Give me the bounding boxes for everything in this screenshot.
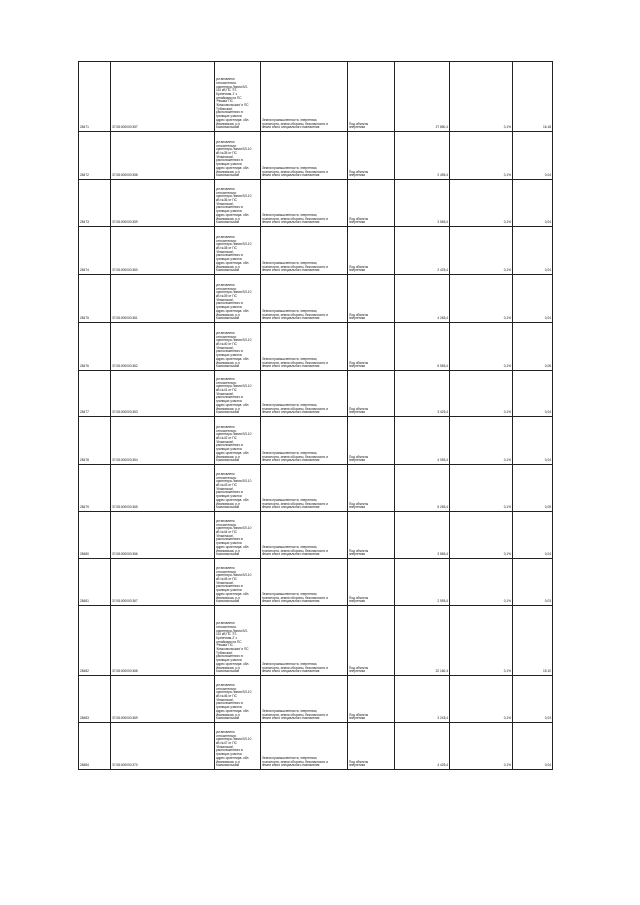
table-row <box>79 723 553 770</box>
rate-text: 0,1% <box>503 173 511 178</box>
cadastral-number-cell <box>111 559 215 606</box>
land-register-table <box>78 61 553 770</box>
table-row <box>79 227 553 275</box>
rate-text: 0,1% <box>503 364 511 369</box>
category-text: Под объекты энергетики <box>349 121 369 130</box>
land-category-cell <box>261 275 348 323</box>
use-text: Земли промышленности, энергетики, транспорта, земли обороны, безопасности и земли иного специального назначения <box>262 212 328 225</box>
id-text: 28474 <box>80 268 89 273</box>
tax-text: 16,18 <box>543 125 551 130</box>
cadastral-number-cell <box>111 371 215 417</box>
location-description-cell <box>215 465 261 512</box>
id-text: 28480 <box>80 552 89 557</box>
tax-rate-cell <box>450 227 513 275</box>
area-cell <box>395 62 450 132</box>
record-id-cell <box>79 323 111 371</box>
table-row <box>79 559 553 606</box>
use-text: Земли промышленности, энергетики, транспорта, земли обороны, безопасности и земли иного специального назначения <box>262 402 328 415</box>
tax-text: 0,03 <box>544 716 551 721</box>
land-category-cell <box>261 132 348 180</box>
tax-text: 0,04 <box>544 173 551 178</box>
use-text: Земли промышленности, энергетики, транспорта, земли обороны, безопасности и земли иного специального назначения <box>262 591 328 604</box>
record-id-cell <box>79 465 111 512</box>
description-text: установлено относительно ориентира Линия ВЛ-10 кВ №36 от ПС 'Ильинская', расположенного в границах участка адрес ориентира: обл. Ивановская, р-н Комсомольский <box>216 186 252 225</box>
cadastral-text: 37:08:000000:363 <box>112 410 138 415</box>
tax-amount-cell <box>513 371 553 417</box>
description-text: установлено относительно ориентира Линия ВЛ- 110 кВ ПС 'ЗТ- Кузнечная-1' с отпайками на ПС 'Решма' ПС 'Комсомольская' и ПС 'Губинская', расположенного в границах участка адрес ориентира: обл. Ивановская, р-н Комсомольский <box>216 77 250 130</box>
description-text: установлено относительно ориентира Линия ВЛ-10 кВ №41 от ПС 'Ильинская', расположенного в границах участка адрес ориентира: обл. Ивановская, р-н Комсомольский <box>216 376 252 415</box>
record-id-cell <box>79 62 111 132</box>
location-description-cell <box>215 323 261 371</box>
area-text: 22 160,4 <box>435 669 448 674</box>
tax-rate-cell <box>450 323 513 371</box>
cadastral-number-cell <box>111 180 215 227</box>
area-cell <box>395 180 450 227</box>
location-description-cell <box>215 371 261 417</box>
table-row <box>79 62 553 132</box>
use-text: Земли промышленности, энергетики, транспорта, земли обороны, безопасности и земли иного специального назначения <box>262 708 328 721</box>
description-text: установлено относительно ориентира Линия ВЛ-10 кВ №46 от ПС 'Ильинская', расположенного в границах участка адрес ориентира: обл. Ивановская, р-н Комсомольский <box>216 682 252 721</box>
area-text: 2 955,4 <box>437 599 448 604</box>
category-text: Под объекты энергетики <box>349 360 369 369</box>
tax-rate-cell <box>450 606 513 676</box>
area-cell <box>395 465 450 512</box>
tax-amount-cell <box>513 512 553 559</box>
permitted-use-cell <box>348 275 395 323</box>
category-text: Под объекты энергетики <box>349 712 369 721</box>
table-row <box>79 132 553 180</box>
permitted-use-cell <box>348 180 395 227</box>
permitted-use-cell <box>348 323 395 371</box>
location-description-cell <box>215 559 261 606</box>
area-cell <box>395 676 450 723</box>
permitted-use-cell <box>348 417 395 465</box>
cadastral-number-cell <box>111 132 215 180</box>
use-text: Земли промышленности, энергетики, транспорта, земли обороны, безопасности и земли иного специального назначения <box>262 260 328 273</box>
id-text: 28483 <box>80 716 89 721</box>
land-category-cell <box>261 676 348 723</box>
cadastral-text: 37:08:000000:364 <box>112 458 138 463</box>
permitted-use-cell <box>348 465 395 512</box>
area-cell <box>395 132 450 180</box>
permitted-use-cell <box>348 62 395 132</box>
tax-text: 0,04 <box>544 763 551 768</box>
land-category-cell <box>261 371 348 417</box>
land-category-cell <box>261 323 348 371</box>
rate-text: 0,1% <box>503 669 511 674</box>
category-text: Под объекты энергетики <box>349 665 369 674</box>
tax-text: 0,04 <box>544 458 551 463</box>
cadastral-number-cell <box>111 723 215 770</box>
rate-text: 0,1% <box>503 220 511 225</box>
cadastral-text: 37:08:000000:366 <box>112 552 138 557</box>
tax-rate-cell <box>450 417 513 465</box>
category-text: Под объекты энергетики <box>349 454 369 463</box>
cadastral-text: 37:08:000000:367 <box>112 599 138 604</box>
tax-rate-cell <box>450 62 513 132</box>
location-description-cell <box>215 180 261 227</box>
cadastral-text: 37:08:000000:362 <box>112 364 138 369</box>
use-text: Земли промышленности, энергетики, транспорта, земли обороны, безопасности и земли иного специального назначения <box>262 308 328 321</box>
land-category-cell <box>261 62 348 132</box>
area-text: 4 055,4 <box>437 458 448 463</box>
location-description-cell <box>215 62 261 132</box>
description-text: установлено относительно ориентира Линия ВЛ- 110 кВ ПС 'ЗТ- Кузнечная-2' с отпайками на ПС 'Решма' ПС 'Комсомольская' и ПС 'Губинская', расположенного в границах участка адрес ориентира: обл. Ивановская, р-н Комсомольский <box>216 621 250 674</box>
category-text: Под объекты энергетики <box>349 169 369 178</box>
area-text: 2 455,4 <box>437 173 448 178</box>
location-description-cell <box>215 227 261 275</box>
id-text: 28476 <box>80 364 89 369</box>
id-text: 28478 <box>80 458 89 463</box>
permitted-use-cell <box>348 371 395 417</box>
use-text: Земли промышленности, энергетики, транспорта, земли обороны, безопасности и земли иного специального назначения <box>262 755 328 768</box>
land-category-cell <box>261 723 348 770</box>
area-cell <box>395 723 450 770</box>
location-description-cell <box>215 676 261 723</box>
tax-text: 0,03 <box>544 599 551 604</box>
tax-rate-cell <box>450 559 513 606</box>
tax-amount-cell <box>513 723 553 770</box>
id-text: 28471 <box>80 125 89 130</box>
tax-text: 0,04 <box>544 316 551 321</box>
permitted-use-cell <box>348 132 395 180</box>
land-category-cell <box>261 559 348 606</box>
location-description-cell <box>215 417 261 465</box>
description-text: установлено относительно ориентира Линия ВЛ-10 кВ №44 от ПС 'Ильинская', расположенного в границах участка адрес ориентира: обл. Ивановская, р-н Комсомольский <box>216 518 252 557</box>
tax-rate-cell <box>450 676 513 723</box>
record-id-cell <box>79 227 111 275</box>
category-text: Под объекты энергетики <box>349 406 369 415</box>
tax-amount-cell <box>513 465 553 512</box>
rate-text: 0,1% <box>503 505 511 510</box>
tax-amount-cell <box>513 227 553 275</box>
use-text: Земли промышленности, энергетики, транспорта, земли обороны, безопасности и земли иного специального назначения <box>262 356 328 369</box>
record-id-cell <box>79 180 111 227</box>
tax-text: 0,04 <box>544 552 551 557</box>
use-text: Земли промышленности, энергетики, транспорта, земли обороны, безопасности и земли иного специального назначения <box>262 450 328 463</box>
use-text: Земли промышленности, энергетики, транспорта, земли обороны, безопасности и земли иного специального назначения <box>262 117 328 130</box>
id-text: 28472 <box>80 173 89 178</box>
cadastral-text: 37:08:000000:357 <box>112 125 138 130</box>
description-text: установлено относительно ориентира Линия ВЛ-10 кВ №43 от ПС 'Ильинская', расположенного в границах участка адрес ориентира: обл. Ивановская, р-н Комсомольский <box>216 471 252 510</box>
rate-text: 0,1% <box>503 763 511 768</box>
cadastral-number-cell <box>111 465 215 512</box>
land-category-cell <box>261 227 348 275</box>
record-id-cell <box>79 512 111 559</box>
tax-amount-cell <box>513 559 553 606</box>
permitted-use-cell <box>348 512 395 559</box>
tax-text: 15,10 <box>543 669 551 674</box>
category-text: Под объекты энергетики <box>349 759 369 768</box>
cadastral-text: 37:08:000000:358 <box>112 173 138 178</box>
area-cell <box>395 559 450 606</box>
cadastral-number-cell <box>111 512 215 559</box>
rate-text: 0,1% <box>503 458 511 463</box>
permitted-use-cell <box>348 559 395 606</box>
tax-amount-cell <box>513 62 553 132</box>
tax-rate-cell <box>450 465 513 512</box>
location-description-cell <box>215 132 261 180</box>
permitted-use-cell <box>348 227 395 275</box>
area-text: 2 425,4 <box>437 268 448 273</box>
cadastral-number-cell <box>111 417 215 465</box>
tax-text: 0,05 <box>544 505 551 510</box>
category-text: Под объекты энергетики <box>349 595 369 604</box>
tax-amount-cell <box>513 275 553 323</box>
tax-amount-cell <box>513 417 553 465</box>
cadastral-text: 37:08:000000:370 <box>112 763 138 768</box>
area-text: 3 865,4 <box>437 552 448 557</box>
area-cell <box>395 371 450 417</box>
area-cell <box>395 275 450 323</box>
record-id-cell <box>79 371 111 417</box>
area-cell <box>395 323 450 371</box>
tax-amount-cell <box>513 676 553 723</box>
category-text: Под объекты энергетики <box>349 312 369 321</box>
record-id-cell <box>79 723 111 770</box>
cadastral-number-cell <box>111 227 215 275</box>
location-description-cell <box>215 723 261 770</box>
cadastral-text: 37:08:000000:369 <box>112 716 138 721</box>
description-text: установлено относительно ориентира Линия ВЛ-10 кВ №45 от ПС 'Ильинская', расположенного в границах участка адрес ориентира: обл. Ивановская, р-н Комсомольский <box>216 565 252 604</box>
cadastral-text: 37:08:000000:361 <box>112 316 138 321</box>
id-text: 28473 <box>80 220 89 225</box>
tax-rate-cell <box>450 371 513 417</box>
tax-text: 0,04 <box>544 268 551 273</box>
rate-text: 0,1% <box>503 552 511 557</box>
use-text: Земли промышленности, энергетики, транспорта, земли обороны, безопасности и земли иного специального назначения <box>262 165 328 178</box>
table-row <box>79 371 553 417</box>
tax-text: 0,06 <box>544 364 551 369</box>
tax-text: 0,04 <box>544 410 551 415</box>
land-category-cell <box>261 417 348 465</box>
area-text: 4 425,4 <box>437 763 448 768</box>
id-text: 28477 <box>80 410 89 415</box>
record-id-cell <box>79 132 111 180</box>
rate-text: 0,1% <box>503 599 511 604</box>
cadastral-number-cell <box>111 676 215 723</box>
description-text: установлено относительно ориентира Линия ВЛ-10 кВ №39 от ПС 'Ильинская', расположенного в границах участка адрес ориентира: обл. Ивановская, р-н Комсомольский <box>216 282 252 321</box>
description-text: установлено относительно ориентира Линия ВЛ-10 кВ №40 от ПС 'Ильинская', расположенного в границах участка адрес ориентира: обл. Ивановская, р-н Комсомольский <box>216 330 252 369</box>
tax-amount-cell <box>513 323 553 371</box>
id-text: 28484 <box>80 763 89 768</box>
table-row <box>79 323 553 371</box>
record-id-cell <box>79 417 111 465</box>
id-text: 28479 <box>80 505 89 510</box>
area-text: 3 245,4 <box>437 716 448 721</box>
area-cell <box>395 606 450 676</box>
rate-text: 0,1% <box>503 716 511 721</box>
tax-text: 0,04 <box>544 220 551 225</box>
land-category-cell <box>261 465 348 512</box>
rate-text: 0,1% <box>503 125 511 130</box>
record-id-cell <box>79 275 111 323</box>
description-text: установлено относительно ориентира Линия ВЛ-10 кВ №42 от ПС 'Ильинская', расположенного в границах участка адрес ориентира: обл. Ивановская, р-н Комсомольский <box>216 424 252 463</box>
cadastral-text: 37:08:000000:365 <box>112 505 138 510</box>
area-cell <box>395 227 450 275</box>
permitted-use-cell <box>348 723 395 770</box>
area-text: 6 555,4 <box>437 364 448 369</box>
land-category-cell <box>261 606 348 676</box>
area-text: 4 265,4 <box>437 316 448 321</box>
record-id-cell <box>79 606 111 676</box>
location-description-cell <box>215 606 261 676</box>
tax-rate-cell <box>450 132 513 180</box>
rate-text: 0,1% <box>503 316 511 321</box>
permitted-use-cell <box>348 676 395 723</box>
use-text: Земли промышленности, энергетики, транспорта, земли обороны, безопасности и земли иного специального назначения <box>262 661 328 674</box>
use-text: Земли промышленности, энергетики, транспорта, земли обороны, безопасности и земли иного специального назначения <box>262 497 328 510</box>
area-cell <box>395 512 450 559</box>
cadastral-text: 37:08:000000:360 <box>112 268 138 273</box>
tax-amount-cell <box>513 606 553 676</box>
rate-text: 0,1% <box>503 268 511 273</box>
table-row <box>79 676 553 723</box>
table-row <box>79 417 553 465</box>
area-text: 27 850,4 <box>435 125 448 130</box>
category-text: Под объекты энергетики <box>349 548 369 557</box>
cadastral-number-cell <box>111 62 215 132</box>
area-text: 3 565,4 <box>437 220 448 225</box>
tax-amount-cell <box>513 132 553 180</box>
cadastral-text: 37:08:000000:368 <box>112 669 138 674</box>
cadastral-number-cell <box>111 275 215 323</box>
id-text: 28482 <box>80 669 89 674</box>
location-description-cell <box>215 512 261 559</box>
record-id-cell <box>79 676 111 723</box>
description-text: установлено относительно ориентира Линия ВЛ-10 кВ №38 от ПС 'Ильинская', расположенного в границах участка адрес ориентира: обл. Ивановская, р-н Комсомольский <box>216 234 252 273</box>
table-row <box>79 512 553 559</box>
tax-rate-cell <box>450 512 513 559</box>
area-text: 3 425,4 <box>437 410 448 415</box>
table-body <box>79 62 553 770</box>
area-text: 5 265,4 <box>437 505 448 510</box>
category-text: Под объекты энергетики <box>349 216 369 225</box>
table-row <box>79 465 553 512</box>
description-text: установлено относительно ориентира Линия ВЛ-10 кВ №47 от ПС 'Ильинская', расположенного в границах участка адрес ориентира: обл. Ивановская, р-н Комсомольский <box>216 729 252 768</box>
table-row <box>79 606 553 676</box>
table-row <box>79 275 553 323</box>
category-text: Под объекты энергетики <box>349 501 369 510</box>
cadastral-number-cell <box>111 323 215 371</box>
land-category-cell <box>261 180 348 227</box>
tax-rate-cell <box>450 723 513 770</box>
area-cell <box>395 417 450 465</box>
record-id-cell <box>79 559 111 606</box>
description-text: установлено относительно ориентира Линия ВЛ-10 кВ №35 от ПС 'Ильинская', расположенного в границах участка адрес ориентира: обл. Ивановская, р-н Комсомольский <box>216 139 252 178</box>
id-text: 28481 <box>80 599 89 604</box>
tax-rate-cell <box>450 275 513 323</box>
use-text: Земли промышленности, энергетики, транспорта, земли обороны, безопасности и земли иного специального назначения <box>262 544 328 557</box>
land-category-cell <box>261 512 348 559</box>
table-row <box>79 180 553 227</box>
id-text: 28475 <box>80 316 89 321</box>
category-text: Под объекты энергетики <box>349 264 369 273</box>
location-description-cell <box>215 275 261 323</box>
tax-amount-cell <box>513 180 553 227</box>
permitted-use-cell <box>348 606 395 676</box>
cadastral-text: 37:08:000000:359 <box>112 220 138 225</box>
rate-text: 0,1% <box>503 410 511 415</box>
cadastral-number-cell <box>111 606 215 676</box>
tax-rate-cell <box>450 180 513 227</box>
